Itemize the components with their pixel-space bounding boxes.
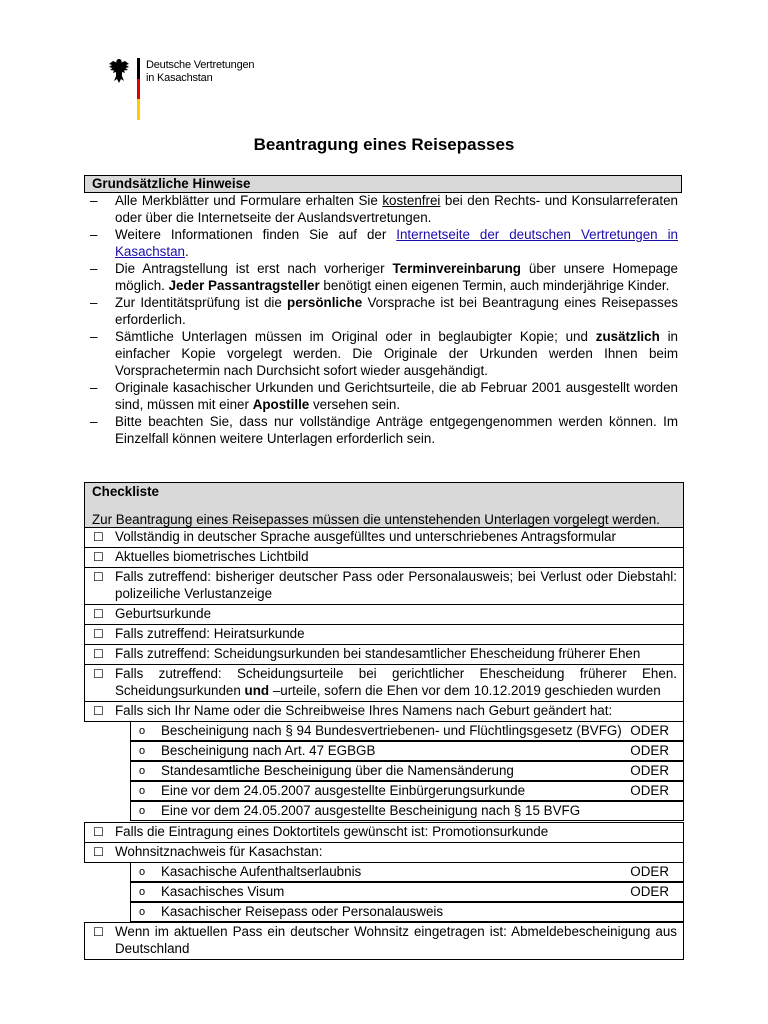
org-line2: in Kasachstan: [146, 72, 213, 84]
hint-item: – Zur Identitätsprüfung ist die persönliche Vorsprache ist bei Beantragung eines Reisepasses erforderlich.: [90, 295, 678, 327]
checklist-subheading: Zur Beantragung eines Reisepasses müssen die untenstehenden Unterlagen vorgelegt werden.: [92, 512, 660, 527]
checkbox-icon[interactable]: ☐: [93, 570, 104, 584]
dash-bullet: –: [90, 414, 98, 429]
sub-item: o Bescheinigung nach § 94 Bundesvertriebenen- und Flüchtlingsgesetz (BVFG) ODER: [130, 721, 684, 741]
org-line1: Deutsche Vertretungen: [146, 59, 255, 71]
embassy-logo: [108, 56, 268, 120]
checklist-row: ☐ Falls zutreffend: Heiratsurkunde: [84, 624, 684, 645]
checklist-row: ☐ Falls zutreffend: Scheidungsurteile bei gerichtlicher Ehescheidung früherer Ehen. Scheidungsurkunden und –urteile, sofern die Ehen vor dem 10.12.2019 geschieden wurden: [84, 664, 684, 702]
dash-bullet: –: [90, 227, 98, 242]
sub-item: o Kasachischer Reisepass oder Personalausweis: [130, 902, 684, 922]
circle-bullet-icon: o: [139, 765, 146, 777]
oder-label: ODER: [630, 763, 669, 778]
page-title: Beantragung eines Reisepasses: [253, 135, 515, 154]
circle-bullet-icon: o: [139, 906, 146, 918]
hints-list: [88, 192, 678, 447]
circle-bullet-icon: o: [139, 886, 146, 898]
german-flag-bar: [137, 58, 140, 120]
dash-bullet: –: [90, 261, 98, 276]
checklist-header: [84, 482, 684, 528]
checkbox-icon[interactable]: ☐: [93, 647, 104, 661]
circle-bullet-icon: o: [139, 805, 146, 817]
oder-label: ODER: [630, 783, 669, 798]
checklist-row: ☐ Vollständig in deutscher Sprache ausgefülltes und unterschriebenes Antragsformular: [84, 527, 684, 548]
checkbox-icon[interactable]: ☐: [93, 845, 104, 859]
dash-bullet: –: [90, 193, 98, 208]
checkbox-icon[interactable]: ☐: [93, 925, 104, 939]
sub-item: o Bescheinigung nach Art. 47 EGBGB ODER: [130, 741, 684, 761]
oder-label: ODER: [630, 884, 669, 899]
checklist-row: ☐ Aktuelles biometrisches Lichtbild: [84, 547, 684, 568]
hint-item: – Sämtliche Unterlagen müssen im Original oder in beglaubigter Kopie; und zusätzlich in einfacher Kopie vorgelegt werden. Die Originale der Urkunden werden Ihnen beim Vorsprachetermin nach Durchsicht sofort wieder ausgehändigt.: [90, 329, 678, 378]
dash-bullet: –: [90, 295, 98, 310]
checkbox-icon[interactable]: ☐: [93, 825, 104, 839]
checkbox-icon[interactable]: ☐: [93, 607, 104, 621]
checklist-row: ☐ Falls zutreffend: Scheidungsurkunden bei standesamtlicher Ehescheidung früherer Ehen: [84, 644, 684, 665]
hint-item: – Bitte beachten Sie, dass nur vollständige Anträge entgegengenommen werden können. Im Einzelfall können weitere Unterlagen erforderlich sein.: [90, 414, 678, 446]
checklist-row: ☐ Falls zutreffend: bisheriger deutscher Pass oder Personalausweis; bei Verlust oder Diebstahl: polizeiliche Verlustanzeige: [84, 567, 684, 605]
hint-item: – Originale kasachischer Urkunden und Gerichtsurteile, die ab Februar 2001 ausgestellt worden sind, müssen mit einer Apostille versehen sein.: [90, 380, 678, 412]
checkbox-icon[interactable]: ☐: [93, 530, 104, 544]
checkbox-icon[interactable]: ☐: [93, 667, 104, 681]
checklist-row: ☐ Geburtsurkunde: [84, 604, 684, 625]
dash-bullet: –: [90, 380, 98, 395]
sub-item: o Standesamtliche Bescheinigung über die Namensänderung ODER: [130, 761, 684, 781]
circle-bullet-icon: o: [139, 745, 146, 757]
checkbox-icon[interactable]: ☐: [93, 550, 104, 564]
sub-item: o Eine vor dem 24.05.2007 ausgestellte Einbürgerungsurkunde ODER: [130, 781, 684, 801]
checkbox-icon[interactable]: ☐: [93, 627, 104, 641]
hint-item: – Alle Merkblätter und Formulare erhalten Sie kostenfrei bei den Rechts- und Konsularreferaten oder über die Internetseite der Auslandsvertretungen.: [90, 193, 678, 225]
oder-label: ODER: [630, 743, 669, 758]
checkbox-icon[interactable]: ☐: [93, 704, 104, 718]
sub-item: o Kasachische Aufenthaltserlaubnis ODER: [130, 862, 684, 882]
hint-item: – Weitere Informationen finden Sie auf der Internetseite der deutschen Vertretungen in Kasachstan.: [90, 227, 678, 259]
circle-bullet-icon: o: [139, 866, 146, 878]
federal-eagle-icon: [108, 58, 130, 84]
circle-bullet-icon: o: [139, 785, 146, 797]
sub-item: o Eine vor dem 24.05.2007 ausgestellte Bescheinigung nach § 15 BVFG: [130, 801, 684, 821]
embassy-website-link[interactable]: Internetseite der deutschen Vertretungen in Kasachstan: [115, 227, 678, 259]
hint-item: – Die Antragstellung ist erst nach vorheriger Terminvereinbarung über unsere Homepage möglich. Jeder Passantragsteller benötigt einen eigenen Termin, auch minderjährige Kinder.: [90, 261, 678, 293]
oder-label: ODER: [630, 864, 669, 879]
checklist-heading: Checkliste: [92, 484, 159, 499]
checklist-row: ☐ Falls die Eintragung eines Doktortitels gewünscht ist: Promotionsurkunde: [84, 822, 684, 843]
hints-heading: Grundsätzliche Hinweise: [84, 175, 682, 193]
organization-name: [146, 59, 254, 85]
sub-item: o Kasachisches Visum ODER: [130, 882, 684, 902]
checklist-row: ☐ Falls sich Ihr Name oder die Schreibweise Ihres Namens nach Geburt geändert hat:: [84, 701, 684, 722]
circle-bullet-icon: o: [139, 725, 146, 737]
oder-label: ODER: [630, 723, 669, 738]
checklist-row: ☐ Wenn im aktuellen Pass ein deutscher Wohnsitz eingetragen ist: Abmeldebescheinigung aus Deutschland: [84, 922, 684, 960]
dash-bullet: –: [90, 329, 98, 344]
checklist-row: ☐ Wohnsitznachweis für Kasachstan:: [84, 842, 684, 863]
